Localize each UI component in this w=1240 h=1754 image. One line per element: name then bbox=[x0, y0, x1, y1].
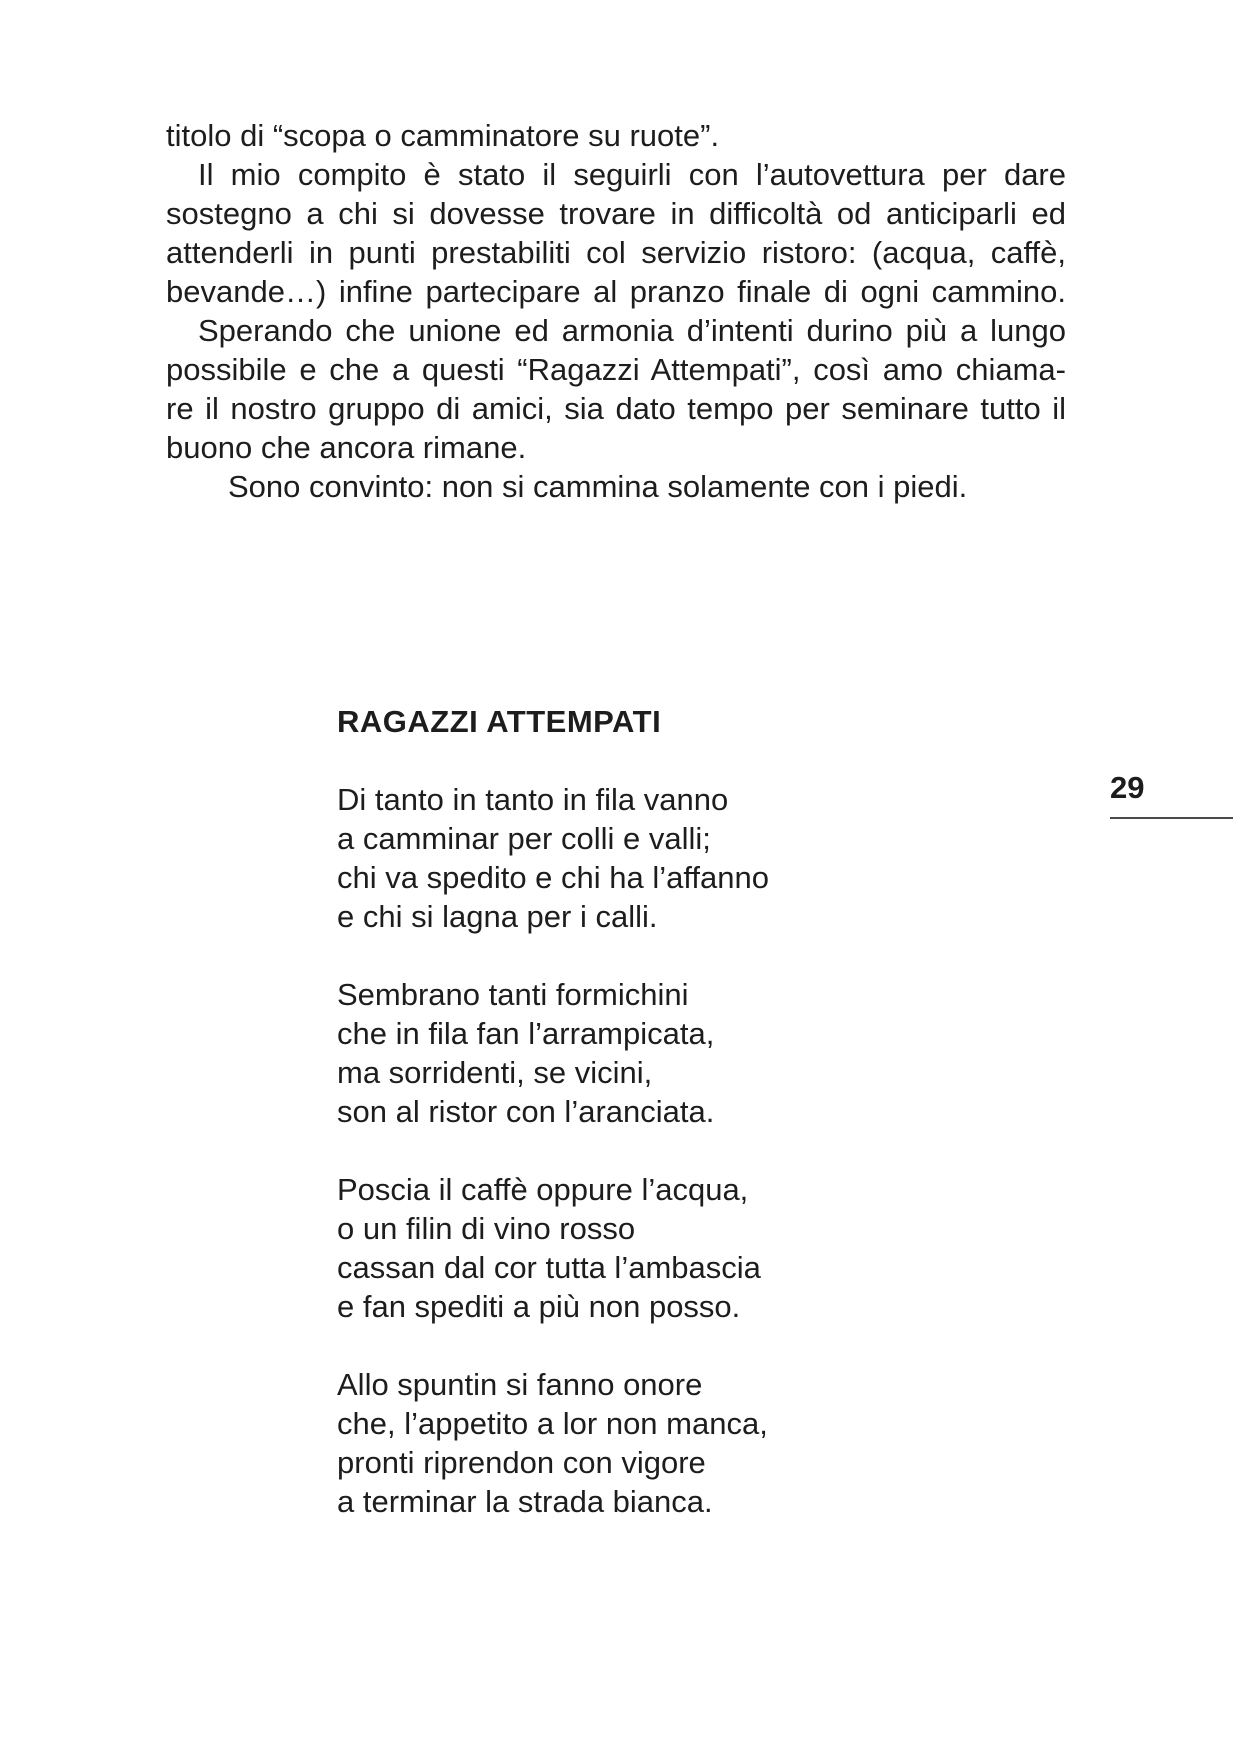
prose-line: Il mio compito è stato il seguirli con l’autovettura per dare bbox=[198, 157, 1066, 192]
poem-line: Allo spuntin si fanno onore bbox=[337, 1367, 703, 1402]
page-number: 29 bbox=[1110, 770, 1145, 805]
prose-line: attenderli in punti prestabiliti col servizio ristoro: (acqua, caffè, bbox=[166, 235, 1066, 270]
prose-line: titolo di “scopa o camminatore su ruote”. bbox=[166, 118, 720, 153]
prose-line: Sono convinto: non si cammina solamente con i piedi. bbox=[228, 469, 968, 504]
poem-stanza bbox=[337, 1365, 957, 1521]
poem-line: o un filin di vino rosso bbox=[337, 1211, 636, 1246]
poem-stanza bbox=[337, 780, 957, 936]
poem-line: e fan spediti a più non posso. bbox=[337, 1289, 741, 1324]
poem-line: Poscia il caffè oppure l’acqua, bbox=[337, 1172, 749, 1207]
prose-line: bevande…) infine partecipare al pranzo finale di ogni cammino. bbox=[166, 274, 1066, 309]
poem-line: a terminar la strada bianca. bbox=[337, 1484, 713, 1519]
poem-line: che, l’appetito a lor non manca, bbox=[337, 1406, 768, 1441]
prose-line: sostegno a chi si dovesse trovare in difficoltà od anticiparli ed bbox=[166, 196, 1066, 231]
prose-line: buono che ancora rimane. bbox=[166, 430, 527, 465]
prose-line: re il nostro gruppo di amici, sia dato tempo per seminare tutto il bbox=[166, 391, 1066, 426]
prose-block bbox=[166, 116, 1066, 506]
poem-line: a camminar per colli e valli; bbox=[337, 821, 711, 856]
poem-line: che in fila fan l’arrampicata, bbox=[337, 1016, 715, 1051]
page-number-rule bbox=[1110, 817, 1233, 819]
poem-line: son al ristor con l’aranciata. bbox=[337, 1094, 715, 1129]
poem-line: cassan dal cor tutta l’ambascia bbox=[337, 1250, 761, 1285]
prose-line: possibile e che a questi “Ragazzi Attempati”, così amo chiama- bbox=[166, 352, 1066, 387]
poem-line: ma sorridenti, se vicini, bbox=[337, 1055, 653, 1090]
poem-line: Sembrano tanti formichini bbox=[337, 977, 689, 1012]
poem-title: RAGAZZI ATTEMPATI bbox=[337, 704, 662, 739]
prose-line: Sperando che unione ed armonia d’intenti durino più a lungo bbox=[198, 313, 1066, 348]
poem-line: e chi si lagna per i calli. bbox=[337, 899, 658, 934]
poem-line: Di tanto in tanto in fila vanno bbox=[337, 782, 729, 817]
poem-stanza bbox=[337, 1170, 957, 1326]
poem-block bbox=[337, 702, 957, 1521]
poem-line: chi va spedito e chi ha l’affanno bbox=[337, 860, 770, 895]
poem-line: pronti riprendon con vigore bbox=[337, 1445, 706, 1480]
poem-stanza bbox=[337, 975, 957, 1131]
